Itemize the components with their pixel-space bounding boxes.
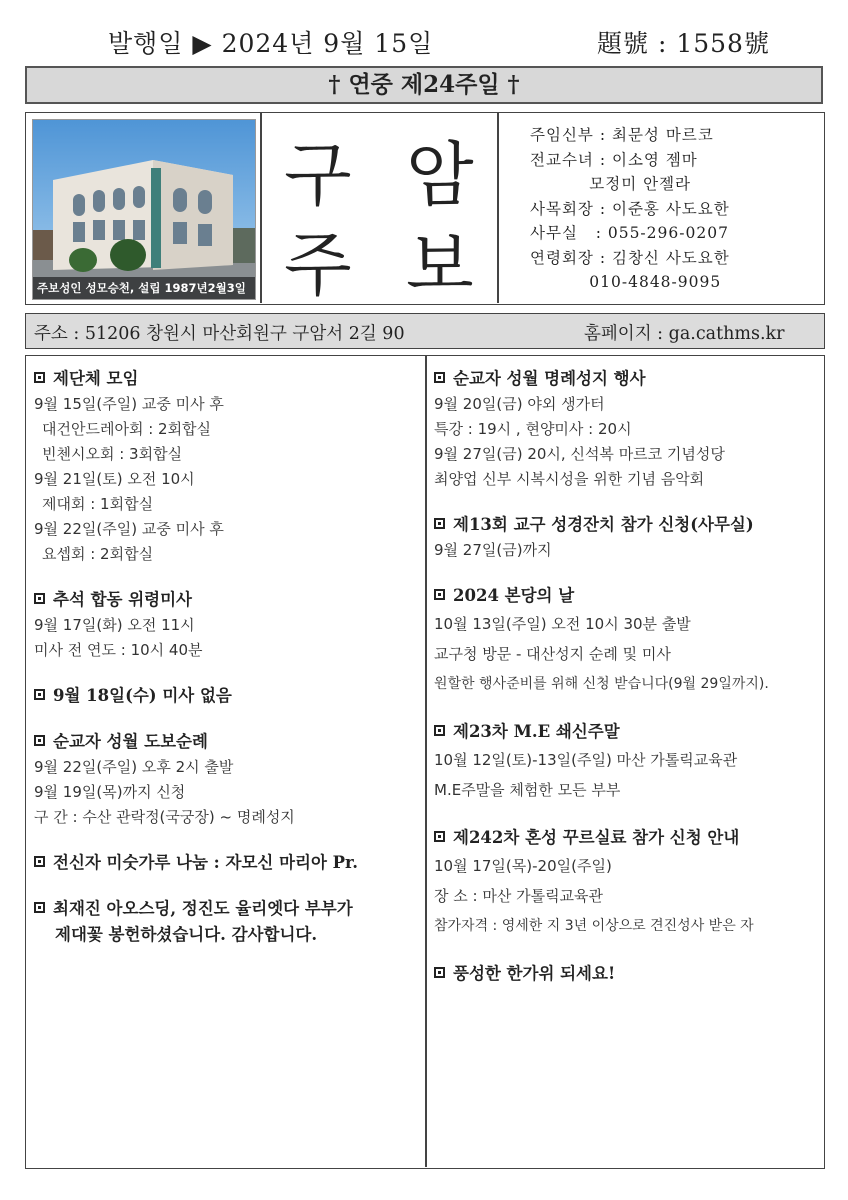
divider — [260, 113, 262, 303]
section-bible-festival — [434, 512, 824, 563]
square-bullet-icon — [34, 593, 45, 604]
section-title: 제242차 혼성 꾸르실료 참가 신청 안내 — [434, 825, 824, 851]
section-line: 9월 27일(금)까지 — [434, 541, 552, 559]
section-myeongrye-event — [434, 366, 824, 492]
square-bullet-icon — [434, 589, 445, 600]
section-line: 9월 21일(토) 오전 10시 — [34, 470, 195, 488]
section-line: 특강 : 19시 , 현양미사 : 20시 — [434, 420, 632, 438]
section-line: 9월 17일(화) 오전 11시 — [34, 616, 195, 634]
section-line: 9월 27일(금) 20시, 신석복 마르코 기념성당 — [434, 445, 725, 463]
staff-list: 주임신부 : 최문성 마르코 전교수녀 : 이소영 젬마 모정미 안젤라 사목회장 : 이준홍 사도요한 사무실 : 055-296-0207 연령회장 : 김창신 사도요한 010-4848-9095 — [530, 126, 730, 291]
section-line: 요셉회 : 2회합실 — [42, 545, 154, 563]
section-line: 대건안드레아회 : 2회합실 — [42, 420, 212, 438]
right-column — [434, 366, 824, 1007]
title-char-bo: 보 — [406, 224, 474, 306]
section-memorial-mass — [34, 587, 420, 663]
church-photo — [32, 119, 256, 300]
section-line: M.E주말을 체험한 모든 부부 — [434, 781, 621, 799]
left-column — [34, 366, 420, 967]
square-bullet-icon — [434, 725, 445, 736]
section-title: 제23차 M.E 쇄신주말 — [434, 719, 824, 745]
sunday-title: † 연중 제24주일 † — [25, 66, 823, 104]
square-bullet-icon — [34, 372, 45, 383]
section-line: 미사 전 연도 : 10시 40분 — [34, 641, 203, 659]
title-char-ju: 주 — [284, 224, 352, 306]
title-char-am: 암 — [406, 134, 474, 216]
section-line: 최양업 신부 시복시성을 위한 기념 음악회 — [434, 470, 705, 488]
section-line: 교구청 방문 - 대산성지 순례 및 미사 — [434, 645, 671, 663]
section-no-mass — [34, 683, 420, 709]
section-title: 전신자 미숫가루 나눔 : 자모신 마리아 Pr. — [34, 850, 420, 876]
section-line: 원할한 행사준비를 위해 신청 받습니다(9월 29일까지). — [434, 676, 769, 692]
section-line: 구 간 : 수산 관락정(국궁장) ~ 명례성지 — [34, 808, 295, 826]
section-me-weekend — [434, 719, 824, 805]
masthead — [25, 112, 825, 305]
section-title: 제단체 모임 — [34, 366, 420, 392]
section-altar-flowers — [34, 896, 420, 947]
section-line: 9월 15일(주일) 교중 미사 후 — [34, 395, 224, 413]
section-title: 추석 합동 위령미사 — [34, 587, 420, 613]
square-bullet-icon — [34, 735, 45, 746]
square-bullet-icon — [34, 689, 45, 700]
section-line: 9월 22일(주일) 오후 2시 출발 — [34, 758, 234, 776]
section-title: 9월 18일(수) 미사 없음 — [34, 683, 420, 709]
section-title: 풍성한 한가위 되세요! — [434, 961, 824, 987]
issue-date: 발행일 ▶ 2024년 9월 15일 — [108, 29, 434, 58]
photo-caption: 주보성인 성모승천, 설립 1987년2월3일 — [33, 277, 256, 299]
church-building-image — [33, 120, 255, 299]
section-line: 10월 17일(목)-20일(주일) — [434, 857, 612, 875]
section-line: 장 소 : 마산 가톨릭교육관 — [434, 887, 604, 905]
section-line: 빈첸시오회 : 3회합실 — [42, 445, 183, 463]
section-line: 10월 13일(주일) 오전 10시 30분 출발 — [434, 615, 691, 633]
section-title: 순교자 성월 도보순례 — [34, 729, 420, 755]
issue-number: 題號 : 1558號 — [597, 29, 770, 58]
section-walking-pilgrimage — [34, 729, 420, 830]
section-title: 제13회 교구 성경잔치 참가 신청(사무실) — [434, 512, 824, 538]
section-parish-day — [434, 583, 824, 699]
section-group-meetings — [34, 366, 420, 567]
section-line: 제대회 : 1회합실 — [42, 495, 154, 513]
homepage: 홈페이지 : ga.cathms.kr — [584, 324, 785, 344]
section-title: 2024 본당의 날 — [434, 583, 824, 609]
section-line: 9월 20일(금) 야외 생가터 — [434, 395, 605, 413]
square-bullet-icon — [34, 856, 45, 867]
section-cursillo — [434, 825, 824, 941]
square-bullet-icon — [434, 967, 445, 978]
section-title: 최재진 아오스딩, 정진도 율리엣다 부부가 제대꽃 봉헌하셨습니다. 감사합니다. — [34, 896, 420, 947]
section-line: 9월 22일(주일) 교중 미사 후 — [34, 520, 224, 538]
square-bullet-icon — [434, 831, 445, 842]
title-char-gu: 구 — [284, 134, 352, 216]
section-line: 10월 12일(토)-13일(주일) 마산 가톨릭교육관 — [434, 751, 738, 769]
section-line: 9월 19일(목)까지 신청 — [34, 783, 186, 801]
bulletin-content — [25, 355, 825, 1169]
square-bullet-icon — [434, 518, 445, 529]
square-bullet-icon — [434, 372, 445, 383]
address: 주소 : 51206 창원시 마산회원구 구암서 2길 90 — [34, 324, 405, 344]
square-bullet-icon — [34, 902, 45, 913]
column-divider — [425, 356, 427, 1167]
divider — [497, 113, 499, 303]
section-line: 참가자격 : 영세한 지 3년 이상으로 견진성사 받은 자 — [434, 918, 754, 934]
section-misutgaru — [34, 850, 420, 876]
section-chuseok-greeting — [434, 961, 824, 987]
address-bar — [25, 313, 825, 349]
section-title: 순교자 성월 명례성지 행사 — [434, 366, 824, 392]
